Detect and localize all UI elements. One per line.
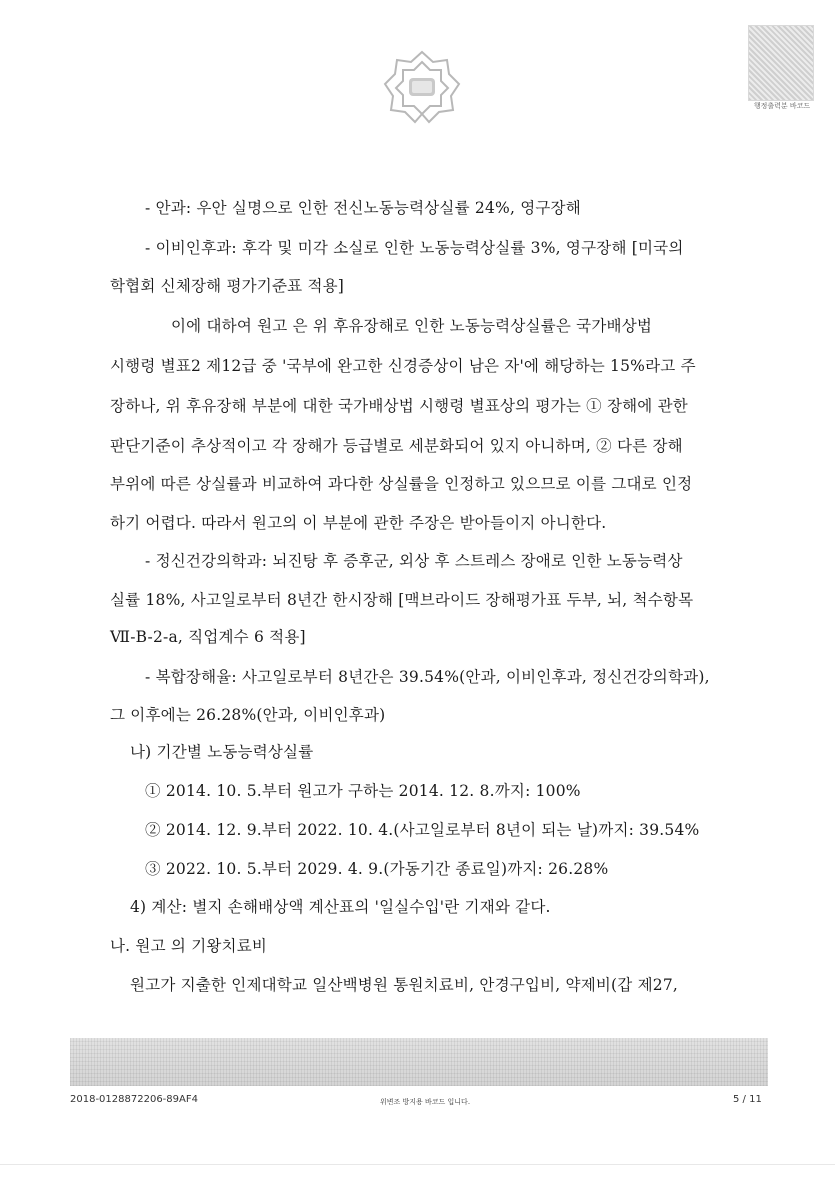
court-seal-icon [383, 48, 461, 126]
body-line: 학협회 신체장해 평가기준표 적용] [110, 277, 345, 295]
body-line: - 안과: 우안 실명으로 인한 전신노동능력상실률 24%, 영구장해 [145, 199, 581, 217]
document-code: 2018-0128872206-89AF4 [70, 1094, 198, 1105]
body-line: Ⅶ-B-2-a, 직업계수 6 적용] [110, 628, 306, 646]
page-edge [0, 1164, 835, 1165]
list-item: ① 2014. 10. 5.부터 원고가 구하는 2014. 12. 8.까지: 100% [145, 782, 581, 800]
list-item: ③ 2022. 10. 5.부터 2029. 4. 9.(가동기간 종료일)까지: 26.28% [145, 860, 609, 878]
body-line: 장하나, 위 후유장해 부분에 대한 국가배상법 시행령 별표상의 평가는 ① 장해에 관한 [110, 397, 688, 415]
body-line: - 복합장해율: 사고일로부터 8년간은 39.54%(안과, 이비인후과, 정신건강의학과), [145, 668, 710, 686]
body-line: 이에 대하여 원고 은 위 후유장해로 인한 노동능력상실률은 국가배상법 [171, 317, 653, 335]
body-line: 시행령 별표2 제12급 중 '국부에 완고한 신경증상이 남은 자'에 해당하는 15%라고 주 [110, 357, 696, 375]
section-heading: 나. 원고 의 기왕치료비 [110, 937, 268, 955]
section-heading: 나) 기간별 노동능력상실률 [130, 743, 314, 761]
qr-code [748, 25, 814, 101]
body-line: - 정신건강의학과: 뇌진탕 후 증후군, 외상 후 스트레스 장애로 인한 노동능력상 [145, 552, 683, 570]
qr-caption: 행정출력분 바코드 [753, 102, 811, 110]
body-line: 그 이후에는 26.28%(안과, 이비인후과) [110, 706, 386, 724]
page-number: 5 / 11 [733, 1094, 762, 1105]
barcode-note: 위변조 방지용 바코드 입니다. [380, 1098, 471, 1106]
body-line: - 이비인후과: 후각 및 미각 소실로 인한 노동능력상실률 3%, 영구장해 [미국의 [145, 239, 684, 257]
body-line: 4) 계산: 별지 손해배상액 계산표의 '일실수입'란 기재와 같다. [130, 898, 551, 916]
body-line: 하기 어렵다. 따라서 원고의 이 부분에 관한 주장은 받아들이지 아니한다. [110, 514, 607, 532]
anti-forgery-barcode [70, 1038, 768, 1086]
body-line: 부위에 따른 상실률과 비교하여 과다한 상실률을 인정하고 있으므로 이를 그대로 인정 [110, 475, 693, 493]
body-line: 판단기준이 추상적이고 각 장해가 등급별로 세분화되어 있지 아니하며, ② 다른 장해 [110, 437, 683, 455]
body-line: 실률 18%, 사고일로부터 8년간 한시장해 [맥브라이드 장해평가표 두부, 뇌, 척수항목 [110, 591, 694, 609]
list-item: ② 2014. 12. 9.부터 2022. 10. 4.(사고일로부터 8년이 되는 날)까지: 39.54% [145, 821, 700, 839]
body-line: 원고가 지출한 인제대학교 일산백병원 통원치료비, 안경구입비, 약제비(갑 제27, [130, 976, 679, 994]
